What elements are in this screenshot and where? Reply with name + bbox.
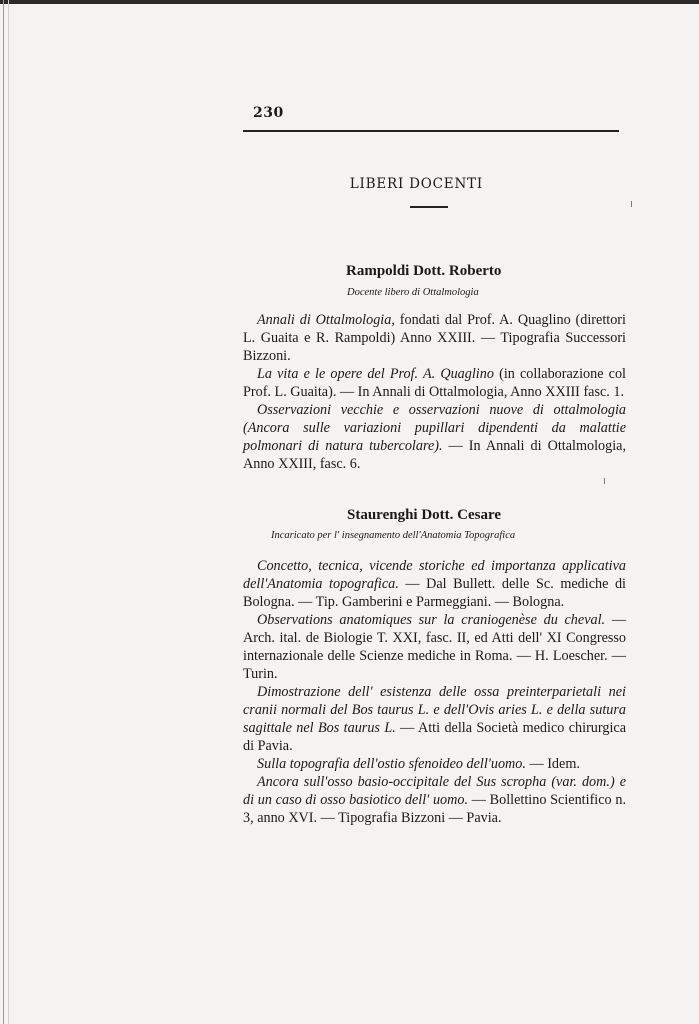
publication-title: Ancora sull'osso basio-occipitale del Sus scropha (var. dom.) e di un caso di osso basiotico dell' uomo. <box>243 774 626 808</box>
scan-left-edge-inner <box>8 0 9 1024</box>
scan-top-edge <box>0 0 699 4</box>
publication-details: — Arch. ital. de Biologie T. XXI, fasc. II, ed Atti dell' XI Congresso internazionale delle Scienze mediche in Roma. — H. Loescher. — Turin. <box>243 612 627 682</box>
scan-speck <box>631 201 632 207</box>
publication-title: Sulla topografia dell'ostio sfenoideo dell'uomo. <box>257 756 526 772</box>
publication-title: Observations anatomiques sur la craniogenèse du cheval. <box>257 612 606 628</box>
publication-details: — Dal Bullett. delle Sc. mediche di Bologna. — Tip. Gamberini e Parmeggiani. — Bologna. <box>243 576 626 610</box>
publication-entry <box>243 755 626 773</box>
publication-details: (in collaborazione col Prof. L. Guaita). — In Annali di Ottalmologia, Anno XXIII fasc. 1. <box>243 366 626 400</box>
publication-title: Dimostrazione dell' esistenza delle ossa preinterparietali nei cranii normali del Bos taurus L. e dell'Ovis aries L. e della sutura sagittale nel Bos taurus L. <box>243 684 626 736</box>
header-rule <box>243 130 619 132</box>
section-title: LIBERI DOCENTI <box>349 176 483 192</box>
publication-entry <box>243 311 626 365</box>
publication-title: Annali di Ottalmologia, <box>257 312 395 328</box>
publication-entry <box>243 611 626 683</box>
scan-speck <box>604 478 605 484</box>
publication-list-rampoldi <box>243 311 626 473</box>
publication-details: fondati dal Prof. A. Quaglino (direttori L. Guaita e R. Rampoldi) Anno XXIII. — Tipografia Successori Bizzoni. <box>243 312 626 364</box>
publication-title: Osservazioni vecchie e osservazioni nuove di ottalmologia (Ancora sulle variazioni pupillari dipendenti da malattie polmonari di natura tubercolare). <box>243 402 626 454</box>
publication-details: — Bollettino Scientifico n. 3, anno XVI. — Tipografia Bizzoni — Pavia. <box>243 792 626 826</box>
page-number: 230 <box>253 105 284 121</box>
publication-title: Concetto, tecnica, vicende storiche ed importanza applicativa dell'Anatomia topografica. <box>243 558 626 592</box>
scan-left-edge <box>3 0 4 1024</box>
publication-details: — Idem. <box>525 756 580 772</box>
publication-entry <box>243 557 626 611</box>
publication-title: La vita e le opere del Prof. A. Quaglino <box>257 366 494 382</box>
title-rule <box>410 206 448 208</box>
publication-details: — Atti della Società medico chirurgica di Pavia. <box>243 720 626 754</box>
publication-entry <box>243 683 626 755</box>
publication-list-staurenghi <box>243 557 626 827</box>
publication-entry <box>243 773 626 827</box>
publication-details: — In Annali di Ottalmologia, Anno XXIII, fasc. 6. <box>243 438 626 472</box>
publication-entry <box>243 401 626 473</box>
publication-entry <box>243 365 626 401</box>
person-name-rampoldi: Rampoldi Dott. Roberto <box>346 263 502 279</box>
person-name-staurenghi: Staurenghi Dott. Cesare <box>347 507 502 523</box>
person-role-rampoldi: Docente libero di Ottalmologia <box>347 287 479 298</box>
person-role-staurenghi: Incaricato per l' insegnamento dell'Anatomia Topografica <box>271 530 516 541</box>
